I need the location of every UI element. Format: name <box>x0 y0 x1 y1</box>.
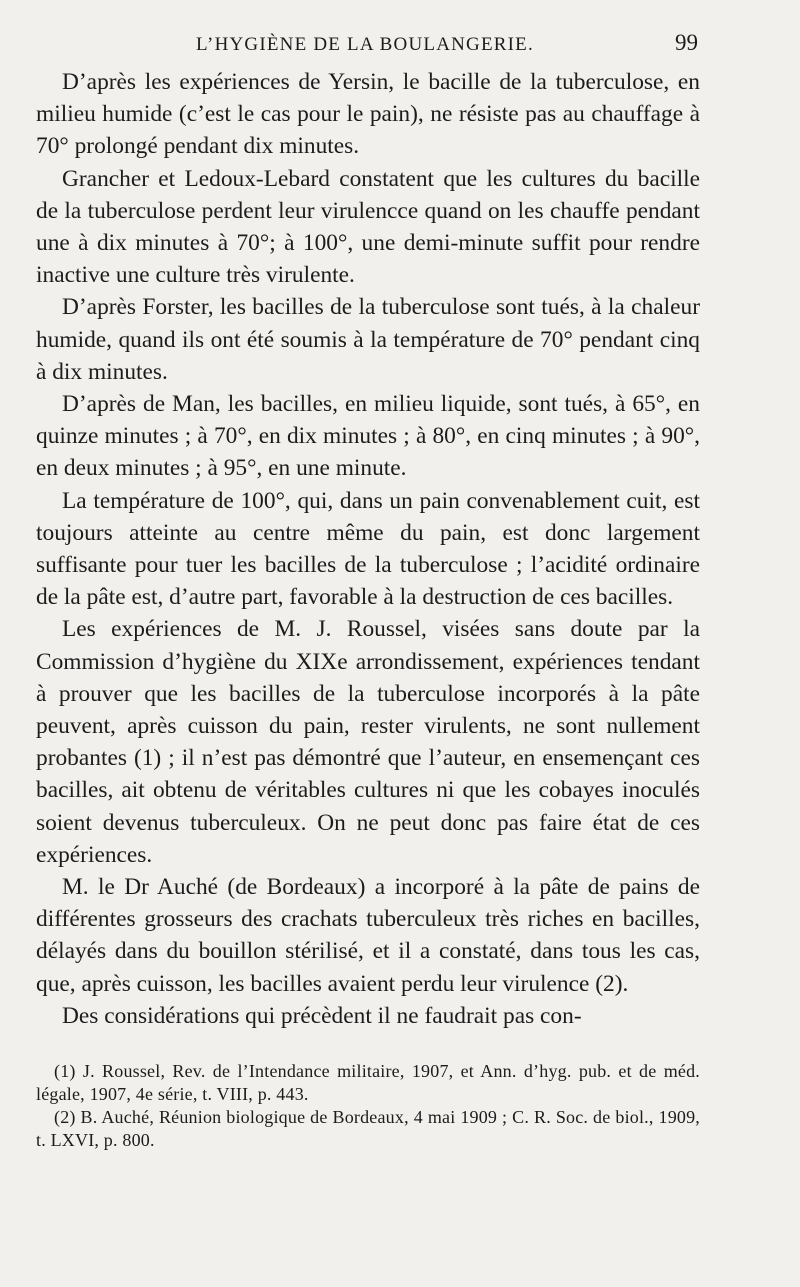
paragraph-yersin: D’après les expériences de Yersin, le bacille de la tuberculose, en milieu humide (c’est le cas pour le pain), ne résiste pas au chauffage à 70° prolongé pendant dix minutes. <box>36 69 700 160</box>
paragraph-considerations: Des considérations qui précèdent il ne faudrait pas con- <box>62 1002 582 1029</box>
footnote-2: (2) B. Auché, Réunion biologique de Bordeaux, 4 mai 1909 ; C. R. Soc. de biol., 1909, t. LXVI, p. 800. <box>36 1107 700 1151</box>
paragraph-forster: D’après Forster, les bacilles de la tuberculose sont tués, à la chaleur humide, quand ils ont été soumis à la température de 70° pendant cinq à dix minutes. <box>36 294 700 385</box>
paragraph-roussel: Les expériences de M. J. Roussel, visées sans doute par la Commission d’hygiène du XIXe arrondissement, expériences tendant à prouver que les bacilles de la tuberculose incorporés à la pâte peuvent, après cuisson du pain, rester virulents, ne sont nullement probantes (1) ; il n’est pas démontré que l’auteur, en ensemençant ces bacilles, ait obtenu de véritables cultures ni que les cobayes inoculés soient devenus tuberculeux. On ne peut donc pas faire état de ces expériences. <box>36 616 700 868</box>
body-text <box>36 66 700 1032</box>
page-number: 99 <box>675 30 698 55</box>
running-title: L’HYGIÈNE DE LA BOULANGERIE. <box>196 34 534 55</box>
footnotes <box>36 1060 700 1152</box>
paragraph-auche: M. le Dr Auché (de Bordeaux) a incorporé à la pâte de pains de différentes grosseurs des crachats tuberculeux très riches en bacilles, délayés dans du bouillon stérilisé, et il a constaté, dans tous les cas, que, après cuisson, les bacilles avaient perdu leur virulence (2). <box>36 874 700 997</box>
paragraph-temperature: La température de 100°, qui, dans un pain convenablement cuit, est toujours atteinte au centre même du pain, est donc largement suffisante pour tuer les bacilles de la tuberculose ; l’acidité ordinaire de la pâte est, d’autre part, favorable à la destruction de ces bacilles. <box>36 487 700 611</box>
footnote-1: (1) J. Roussel, Rev. de l’Intendance militaire, 1907, et Ann. d’hyg. pub. et de méd. légale, 1907, 4e série, t. VIII, p. 443. <box>36 1061 700 1105</box>
paragraph-de-man: D’après de Man, les bacilles, en milieu liquide, sont tués, à 65°, en quinze minutes ; à 70°, en dix minutes ; à 80°, en cinq minutes ; à 90°, en deux minutes ; à 95°, en une minute. <box>36 391 700 482</box>
paragraph-grancher: Grancher et Ledoux-Lebard constatent que les cultures du bacille de la tuberculose perdent leur virulencce quand on les chauffe pendant une à dix minutes à 70°; à 100°, une demi-minute suffit pour rendre inactive une culture très virulente. <box>36 165 700 289</box>
running-head <box>36 26 700 66</box>
book-page <box>36 26 700 1152</box>
